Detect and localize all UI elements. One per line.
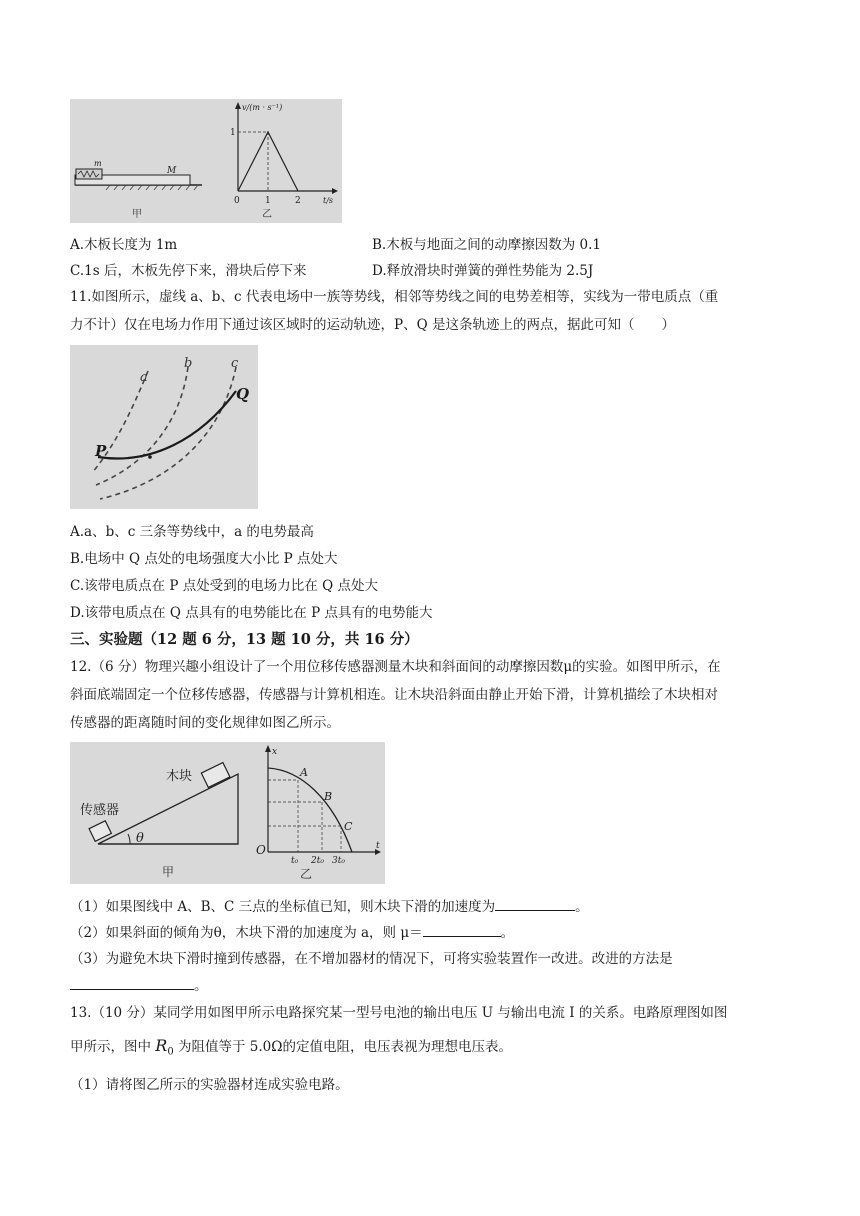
q11-option-a: A.a、b、c 三条等势线中，a 的电势最高 [70,524,314,540]
q10-fig-mass-big: M [167,166,177,176]
q10-fig-tick-y1: 1 [230,128,236,138]
q10-fig-left-label: 甲 [132,209,142,220]
q10-option-d: D.释放滑块时弹簧的弹性势能为 2.5J [372,263,594,279]
q12-fig-3t0: 3t₀ [332,856,345,866]
q12-fig-sensor: 传感器 [80,803,120,818]
q12-sub2-blank[interactable] [423,922,501,937]
q13-sub1: （1）请将图乙所示的实验器材连成实验电路。 [70,1077,349,1093]
q11-fig-q: Q [236,385,250,403]
figure-q12 [70,742,385,884]
q13-stem-line2-post: 为阻值等于 5.0Ω的定值电阻，电压表视为理想电压表。 [173,1039,512,1055]
q10-option-c: C.1s 后，木板先停下来，滑块后停下来 [70,263,307,279]
q11-fig-p: P [95,442,107,460]
q11-fig-c: c [231,356,239,371]
figure-q11 [70,345,258,509]
q12-sub2-end: 。 [500,925,515,941]
q12-sub3: （3）为避免木块下滑时撞到传感器，在不增加器材的情况下，可将实验装置作一改进。改进的方法是 [70,951,673,967]
q10-fig-x-axis: t/s [323,196,334,205]
q11-stem-line1: 11.如图所示，虚线 a、b、c 代表电场中一族等势线，相邻等势线之间的电势差相等，实线为一带电质点（重 [70,289,719,305]
q13-stem-r-sub: 0 [167,1046,174,1058]
q12-sub1-end: 。 [575,899,589,915]
q12-fig-right-label: 乙 [300,867,313,881]
q13-stem-r: R [155,1036,168,1055]
q12-fig-left-label: 甲 [162,865,175,879]
section-3-title: 三、实验题（12 题 6 分，13 题 10 分，共 16 分） [70,631,419,648]
q12-sub2 [70,922,514,943]
q10-fig-y-axis: v/(m · s⁻¹) [242,103,283,112]
q12-fig-block: 木块 [166,769,193,784]
q12-sub3-end: 。 [194,978,208,994]
q12-stem-line3: 传感器的距离随时间的变化规律如图乙所示。 [70,715,340,731]
q10-option-a: A.木板长度为 1m [70,237,178,253]
q12-sub2-text: （2）如果斜面的倾角为θ，木块下滑的加速度为 a，则 μ＝ [70,925,423,941]
q12-fig-pt-a: A [300,766,308,779]
q12-stem-line2: 斜面底端固定一个位移传感器，传感器与计算机相连。让木块沿斜面由静止开始下滑，计算机描绘了木块相对 [70,687,718,703]
q12-fig-2t0: 2t₀ [311,856,324,866]
q12-sub1 [70,896,589,917]
q12-fig-origin: O [256,843,266,857]
q11-option-d: D.该带电质点在 Q 点具有的电势能比在 P 点具有的电势能大 [70,605,433,621]
q12-fig-t0: t₀ [291,856,299,866]
q10-option-b: B.木板与地面之间的动摩擦因数为 0.1 [372,237,601,253]
q12-fig-theta: θ [136,831,144,846]
q12-fig-pt-b: B [324,790,333,803]
q11-fig-a: a [140,370,148,385]
figure-q10 [70,99,342,223]
q12-sub1-text: （1）如果图线中 A、B、C 三点的坐标值已知，则木块下滑的加速度为 [70,899,496,915]
q12-fig-y-axis: x [272,747,278,757]
q12-fig-pt-c: C [344,820,353,833]
q10-fig-tick-x1: 1 [265,196,271,206]
q12-sub3-answer [70,975,208,996]
q12-fig-x-axis: t [376,841,380,851]
q10-fig-tick-x2: 2 [295,196,301,206]
q11-stem-line2: 力不计）仅在电场力作用下通过该区域时的运动轨迹，P、Q 是这条轨迹上的两点，据此可知（ ） [70,317,675,333]
q11-option-b: B.电场中 Q 点处的电场强度大小比 P 点处大 [70,551,338,567]
q12-sub1-blank[interactable] [495,896,575,911]
q10-fig-mass-small: m [94,159,102,168]
q11-option-c: C.该带电质点在 P 点处受到的电场力比在 Q 点处大 [70,578,378,594]
q13-stem-line2 [70,1036,512,1063]
q11-fig-b: b [184,356,193,371]
q13-stem-line1: 13.（10 分）某同学用如图甲所示电路探究某一型号电池的输出电压 U 与输出电流 I 的关系。电路原理图如图 [70,1005,728,1021]
q10-fig-tick-x0: 0 [234,196,240,206]
q13-stem-line2-pre: 甲所示，图中 [70,1039,156,1055]
q10-fig-right-label: 乙 [262,209,272,220]
q12-stem-line1: 12.（6 分）物理兴趣小组设计了一个用位移传感器测量木块和斜面间的动摩擦因数μ的实验。如图甲所示，在 [70,659,721,675]
q12-sub3-blank[interactable] [70,975,194,990]
